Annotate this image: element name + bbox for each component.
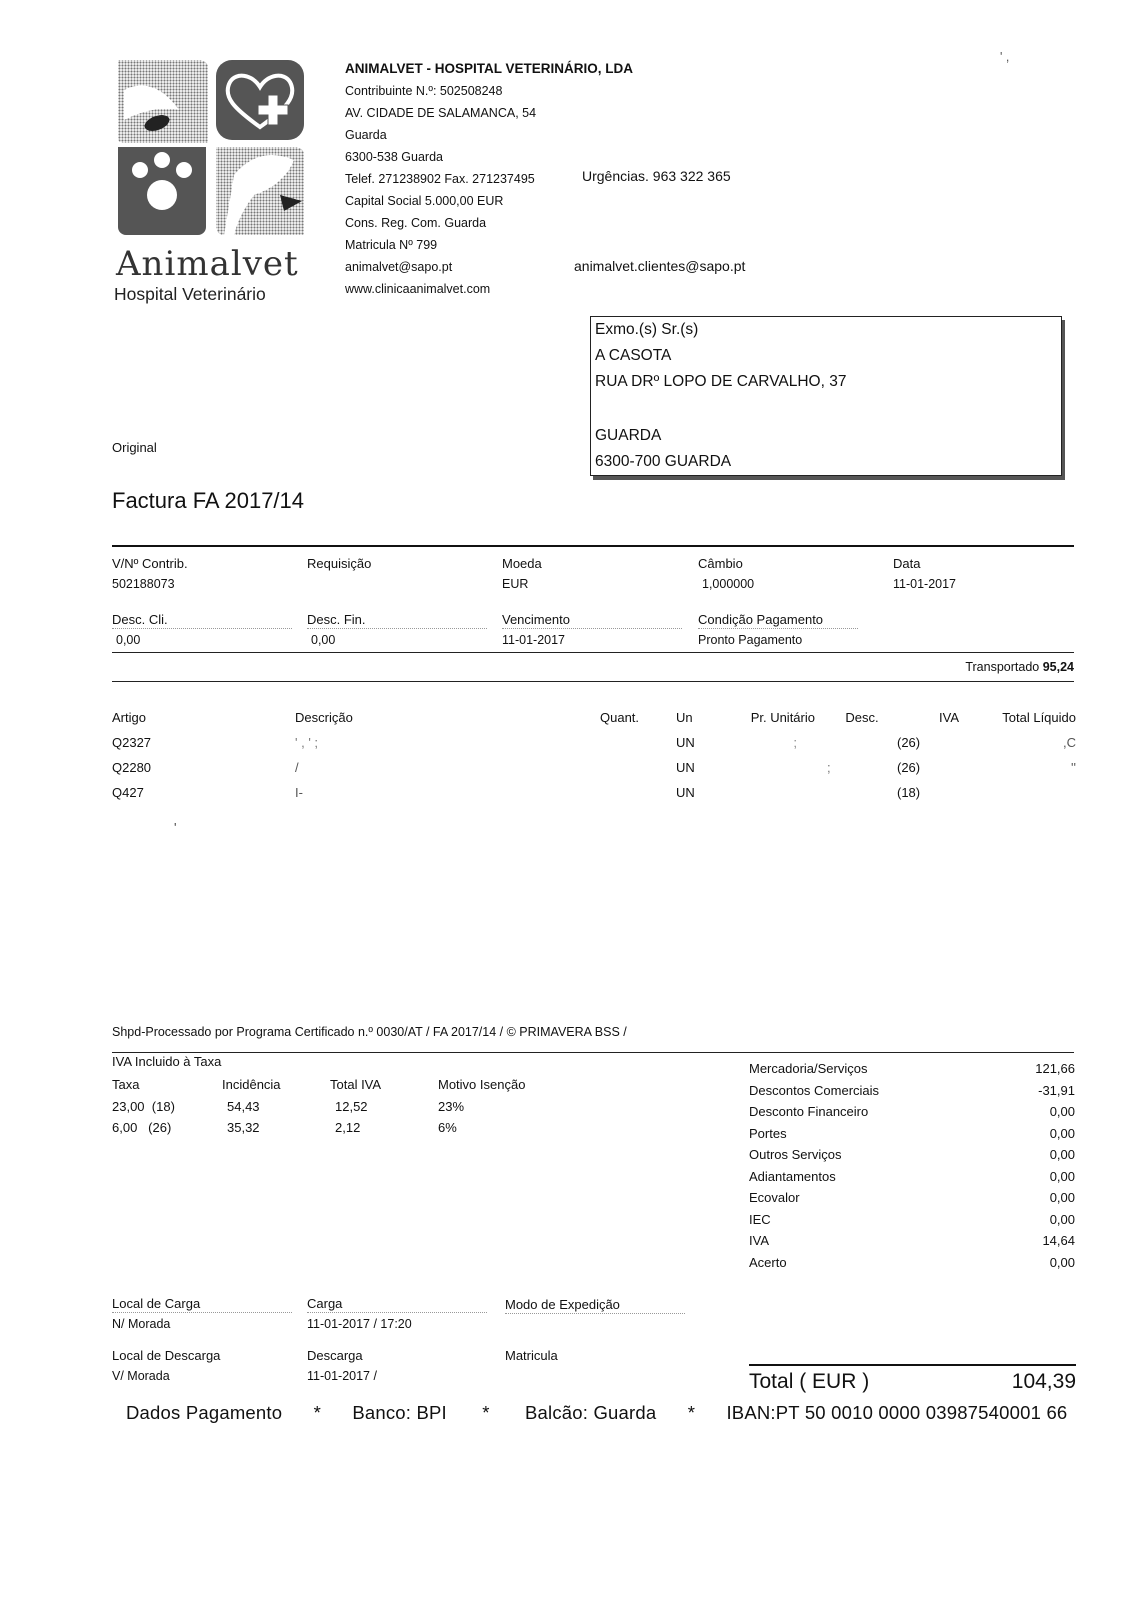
totals-label: IEC <box>749 1211 771 1227</box>
desc-cli-value: 0,00 <box>116 633 141 647</box>
recipient-postal: 6300-700 GUARDA <box>595 453 732 470</box>
totals-label: Acerto <box>749 1254 787 1270</box>
totals-label: Adiantamentos <box>749 1168 836 1184</box>
cell-desc <box>827 730 897 755</box>
table-row <box>112 780 1076 805</box>
cell-un: UN <box>676 760 695 775</box>
matricula-label: Matricula <box>505 1348 558 1363</box>
dotted-rule <box>505 1313 685 1314</box>
company-line: Cons. Reg. Com. Guarda <box>345 216 487 230</box>
payment-details <box>126 1402 1067 1424</box>
cell-pr: ; <box>793 735 797 750</box>
totals-label: Descontos Comerciais <box>749 1082 880 1098</box>
divider <box>112 652 1074 653</box>
transportado-value: 95,24 <box>1042 660 1074 674</box>
cell-pr <box>712 755 827 780</box>
logo-wordmark: Animalvet <box>116 244 299 284</box>
totals-value: -31,91 <box>1038 1082 1075 1098</box>
local-carga-label: Local de Carga <box>112 1296 201 1311</box>
recipient-name: A CASOTA <box>595 347 672 364</box>
cell-artigo: Q2280 <box>112 760 152 775</box>
modo-expedicao-label: Modo de Expedição <box>505 1297 620 1312</box>
vat-taxa: 23,00 <box>112 1098 145 1114</box>
totals-value: 0,00 <box>1049 1254 1075 1270</box>
data-value: 11-01-2017 <box>893 577 957 591</box>
page-marks: ' , <box>1000 50 1010 64</box>
emergency-phone: Urgências. 963 322 365 <box>582 168 731 184</box>
totals-value: 0,00 <box>1049 1104 1075 1120</box>
company-logo <box>112 55 312 245</box>
invoice-lines-table <box>112 705 1076 805</box>
moeda-value: EUR <box>502 577 529 591</box>
table-row <box>112 730 1076 755</box>
col-iva: IVA <box>939 710 959 725</box>
company-line: www.clinicaanimalvet.com <box>345 282 491 296</box>
totals-label: Mercadoria/Serviços <box>749 1061 868 1077</box>
cell-iva: (26) <box>897 735 921 750</box>
payment-separator: * <box>482 1402 490 1423</box>
table-row <box>112 755 1076 780</box>
moeda-label: Moeda <box>502 556 542 571</box>
totals-value: 0,00 <box>1049 1147 1075 1163</box>
col-quant: Quant. <box>600 710 640 725</box>
total-divider <box>749 1364 1076 1366</box>
cell-un: UN <box>676 735 695 750</box>
vat-col-incidencia: Incidência <box>222 1077 281 1093</box>
dotted-rule <box>112 628 292 629</box>
dotted-rule <box>112 1312 292 1313</box>
col-total: Total Líquido <box>1002 710 1076 725</box>
totals-label: Ecovalor <box>749 1190 800 1206</box>
vat-header-row <box>112 1074 552 1096</box>
totals-row <box>749 1209 1075 1231</box>
totals-value: 14,64 <box>1042 1233 1075 1249</box>
data-label: Data <box>893 556 921 571</box>
col-pr-unitario: Pr. Unitário <box>750 710 815 725</box>
clients-email: animalvet.clientes@sapo.pt <box>574 258 746 274</box>
vat-row <box>112 1096 552 1118</box>
col-descricao: Descrição <box>295 710 353 725</box>
divider <box>112 545 1074 547</box>
vat-code: (18) <box>151 1098 175 1114</box>
descarga-label: Descarga <box>307 1348 363 1363</box>
desc-fin-value: 0,00 <box>311 633 336 647</box>
vat-col-motivo: Motivo Isenção <box>438 1077 526 1093</box>
payment-label: Dados Pagamento <box>126 1402 283 1423</box>
vat-col-taxa: Taxa <box>112 1077 140 1093</box>
totals-row <box>749 1144 1075 1166</box>
vat-motivo: 6% <box>438 1120 457 1136</box>
dotted-rule <box>307 1312 487 1313</box>
totals-table <box>749 1058 1075 1273</box>
divider <box>112 1052 1074 1053</box>
recipient-city: GUARDA <box>595 427 662 444</box>
condicao-value: Pronto Pagamento <box>698 633 803 647</box>
vat-incidencia: 35,32 <box>227 1120 260 1136</box>
vat-code: (26) <box>148 1120 172 1136</box>
col-artigo: Artigo <box>112 710 146 725</box>
totals-label: Outros Serviços <box>749 1147 842 1163</box>
cell-artigo: Q427 <box>112 785 144 800</box>
company-line: 6300-538 Guarda <box>345 150 443 164</box>
vat-table <box>112 1074 552 1139</box>
cell-desc <box>827 780 897 805</box>
payment-iban: IBAN:PT 50 0010 0000 03987540001 66 <box>726 1402 1068 1423</box>
cell-iva: (18) <box>897 785 921 800</box>
local-carga-value: N/ Morada <box>112 1317 171 1331</box>
totals-row <box>749 1080 1075 1102</box>
cell-descricao: / <box>295 760 299 775</box>
table-header-row <box>112 705 1076 730</box>
divider <box>112 681 1074 682</box>
vencimento-value: 11-01-2017 <box>502 633 566 647</box>
cell-descricao: I- <box>295 785 303 800</box>
payment-bank: Banco: BPI <box>352 1402 447 1423</box>
company-line: AV. CIDADE DE SALAMANCA, 54 <box>345 106 537 120</box>
cell-iva: (26) <box>897 760 921 775</box>
company-line: Contribuinte N.º: 502508248 <box>345 84 503 98</box>
invoice-title: Factura FA 2017/14 <box>112 488 305 513</box>
cell-total: '' <box>1071 760 1076 775</box>
copy-label: Original <box>112 440 157 455</box>
totals-value: 0,00 <box>1049 1190 1075 1206</box>
cell-artigo: Q2327 <box>112 735 152 750</box>
cell-total: ,C <box>1063 735 1076 750</box>
recipient-heading: Exmo.(s) Sr.(s) <box>595 321 699 338</box>
company-line: animalvet@sapo.pt <box>345 260 453 274</box>
company-line: Capital Social 5.000,00 EUR <box>345 194 504 208</box>
carga-value: 11-01-2017 / 17:20 <box>307 1317 412 1331</box>
transportado-label: Transportado <box>965 660 1040 674</box>
local-descarga-value: V/ Morada <box>112 1369 170 1383</box>
vat-col-total-iva: Total IVA <box>330 1077 382 1093</box>
vat-taxa: 6,00 <box>112 1120 138 1136</box>
totals-row <box>749 1252 1075 1274</box>
condicao-label: Condição Pagamento <box>698 612 824 627</box>
totals-row <box>749 1187 1075 1209</box>
totals-value: 0,00 <box>1049 1168 1075 1184</box>
company-line: Matricula Nº 799 <box>345 238 438 252</box>
payment-branch: Balcão: Guarda <box>525 1402 657 1423</box>
logo-subtitle: Hospital Veterinário <box>114 284 266 304</box>
cell-total <box>967 780 1076 805</box>
col-desc: Desc. <box>845 710 879 725</box>
stray-mark: ' <box>174 820 177 835</box>
cell-un: UN <box>676 785 695 800</box>
local-descarga-label: Local de Descarga <box>112 1348 221 1363</box>
vat-row <box>112 1117 552 1139</box>
requisicao-label: Requisição <box>307 556 372 571</box>
cell-descricao: ' , ' ; <box>295 735 319 750</box>
totals-row <box>749 1230 1075 1252</box>
descarga-value: 11-01-2017 / <box>307 1369 377 1383</box>
vat-motivo: 23% <box>438 1098 465 1114</box>
recipient-street: RUA DRº LOPO DE CARVALHO, 37 <box>595 373 847 390</box>
cell-desc: ; <box>827 760 831 775</box>
carga-label: Carga <box>307 1296 343 1311</box>
totals-row <box>749 1166 1075 1188</box>
contrib-value: 502188073 <box>112 577 175 591</box>
vat-total-iva: 12,52 <box>335 1098 368 1114</box>
recipient-address-box <box>590 316 1062 476</box>
totals-row <box>749 1123 1075 1145</box>
cell-pr <box>712 780 827 805</box>
company-line: Guarda <box>345 128 387 142</box>
dotted-rule <box>502 628 682 629</box>
totals-label: Portes <box>749 1125 787 1141</box>
vencimento-label: Vencimento <box>502 612 570 627</box>
desc-fin-label: Desc. Fin. <box>307 612 366 627</box>
totals-value: 0,00 <box>1049 1125 1075 1141</box>
grand-total-label: Total ( EUR ) <box>749 1370 870 1393</box>
grand-total-value: 104,39 <box>1011 1370 1076 1393</box>
totals-value: 0,00 <box>1049 1211 1075 1227</box>
dotted-rule <box>307 628 487 629</box>
vat-incidencia: 54,43 <box>227 1098 260 1114</box>
desc-cli-label: Desc. Cli. <box>112 612 168 627</box>
company-line: Telef. 271238902 Fax. 271237495 <box>345 172 535 186</box>
totals-value: 121,66 <box>1035 1061 1075 1077</box>
dotted-rule <box>698 628 858 629</box>
contrib-label: V/Nº Contrib. <box>112 556 188 571</box>
transportado <box>965 660 1074 674</box>
totals-label: IVA <box>749 1233 769 1249</box>
payment-separator: * <box>313 1402 321 1423</box>
totals-row <box>749 1101 1075 1123</box>
cambio-label: Câmbio <box>698 556 743 571</box>
company-name: ANIMALVET - HOSPITAL VETERINÁRIO, LDA <box>345 61 634 76</box>
vat-section-title: IVA Incluido à Taxa <box>112 1054 222 1069</box>
payment-separator: * <box>687 1402 696 1423</box>
totals-label: Desconto Financeiro <box>749 1104 869 1120</box>
cambio-value: 1,000000 <box>702 577 755 591</box>
software-certification-note: Shpd-Processado por Programa Certificado n.º 0030/AT / FA 2017/14 / © PRIMAVERA BSS / <box>112 1025 627 1039</box>
vat-total-iva: 2,12 <box>335 1120 361 1136</box>
totals-row <box>749 1058 1075 1080</box>
col-un: Un <box>676 710 693 725</box>
